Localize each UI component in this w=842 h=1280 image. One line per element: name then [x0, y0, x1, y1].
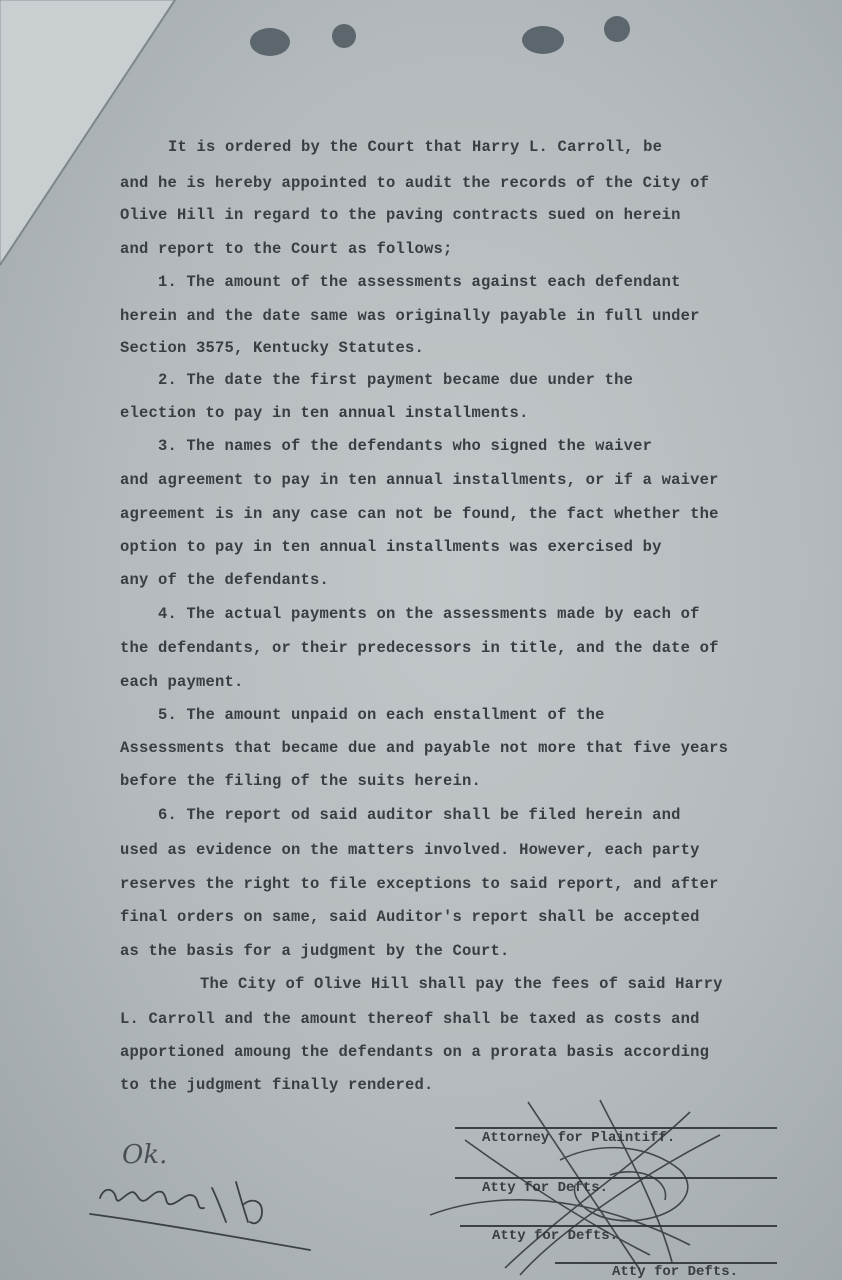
text-line: Section 3575, Kentucky Statutes. [120, 339, 425, 357]
text-line: as the basis for a judgment by the Court. [120, 942, 510, 960]
text-line: Olive Hill in regard to the paving contracts sued on herein [120, 206, 681, 224]
text-line: Assessments that became due and payable not more that five years [120, 739, 729, 757]
text-line: used as evidence on the matters involved. However, each party [120, 841, 700, 859]
text-line: herein and the date same was originally payable in full under [120, 307, 700, 325]
text-line: 4. The actual payments on the assessments made by each of [158, 605, 700, 623]
text-line: and report to the Court as follows; [120, 240, 453, 258]
text-line: each payment. [120, 673, 244, 691]
text-line: 3. The names of the defendants who signed the waiver [158, 437, 653, 455]
signature-label-defendants: Atty for Defts. [492, 1228, 619, 1244]
text-line: the defendants, or their predecessors in title, and the date of [120, 639, 719, 657]
text-line: L. Carroll and the amount thereof shall be taxed as costs and [120, 1010, 700, 1028]
text-line: 2. The date the first payment became due under the [158, 371, 634, 389]
signature-label-defendants: Atty for Defts. [482, 1180, 609, 1196]
text-line: before the filing of the suits herein. [120, 772, 482, 790]
text-line: any of the defendants. [120, 571, 330, 589]
text-line: and he is hereby appointed to audit the records of the City of [120, 174, 710, 192]
text-line: 5. The amount unpaid on each enstallment of the [158, 706, 605, 724]
signature-label-plaintiff: Attorney for Plaintiff. [482, 1130, 676, 1146]
text-line: final orders on same, said Auditor's report shall be accepted [120, 908, 700, 926]
text-line: apportioned amoung the defendants on a prorata basis according [120, 1043, 710, 1061]
text-line: 1. The amount of the assessments against each defendant [158, 273, 681, 291]
margin-note: Ok. [122, 1140, 168, 1170]
text-line: It is ordered by the Court that Harry L. Carroll, be [168, 138, 663, 156]
text-line: option to pay in ten annual installments was exercised by [120, 538, 662, 556]
text-line: election to pay in ten annual installments. [120, 404, 529, 422]
text-line: and agreement to pay in ten annual installments, or if a waiver [120, 471, 719, 489]
text-line: agreement is in any case can not be found, the fact whether the [120, 505, 719, 523]
text-line: 6. The report od said auditor shall be filed herein and [158, 806, 681, 824]
text-line: reserves the right to file exceptions to said report, and after [120, 875, 719, 893]
text-line: The City of Olive Hill shall pay the fees of said Harry [200, 975, 723, 993]
signature-label-defendants: Atty for Defts. [612, 1264, 739, 1280]
text-line: to the judgment finally rendered. [120, 1076, 434, 1094]
